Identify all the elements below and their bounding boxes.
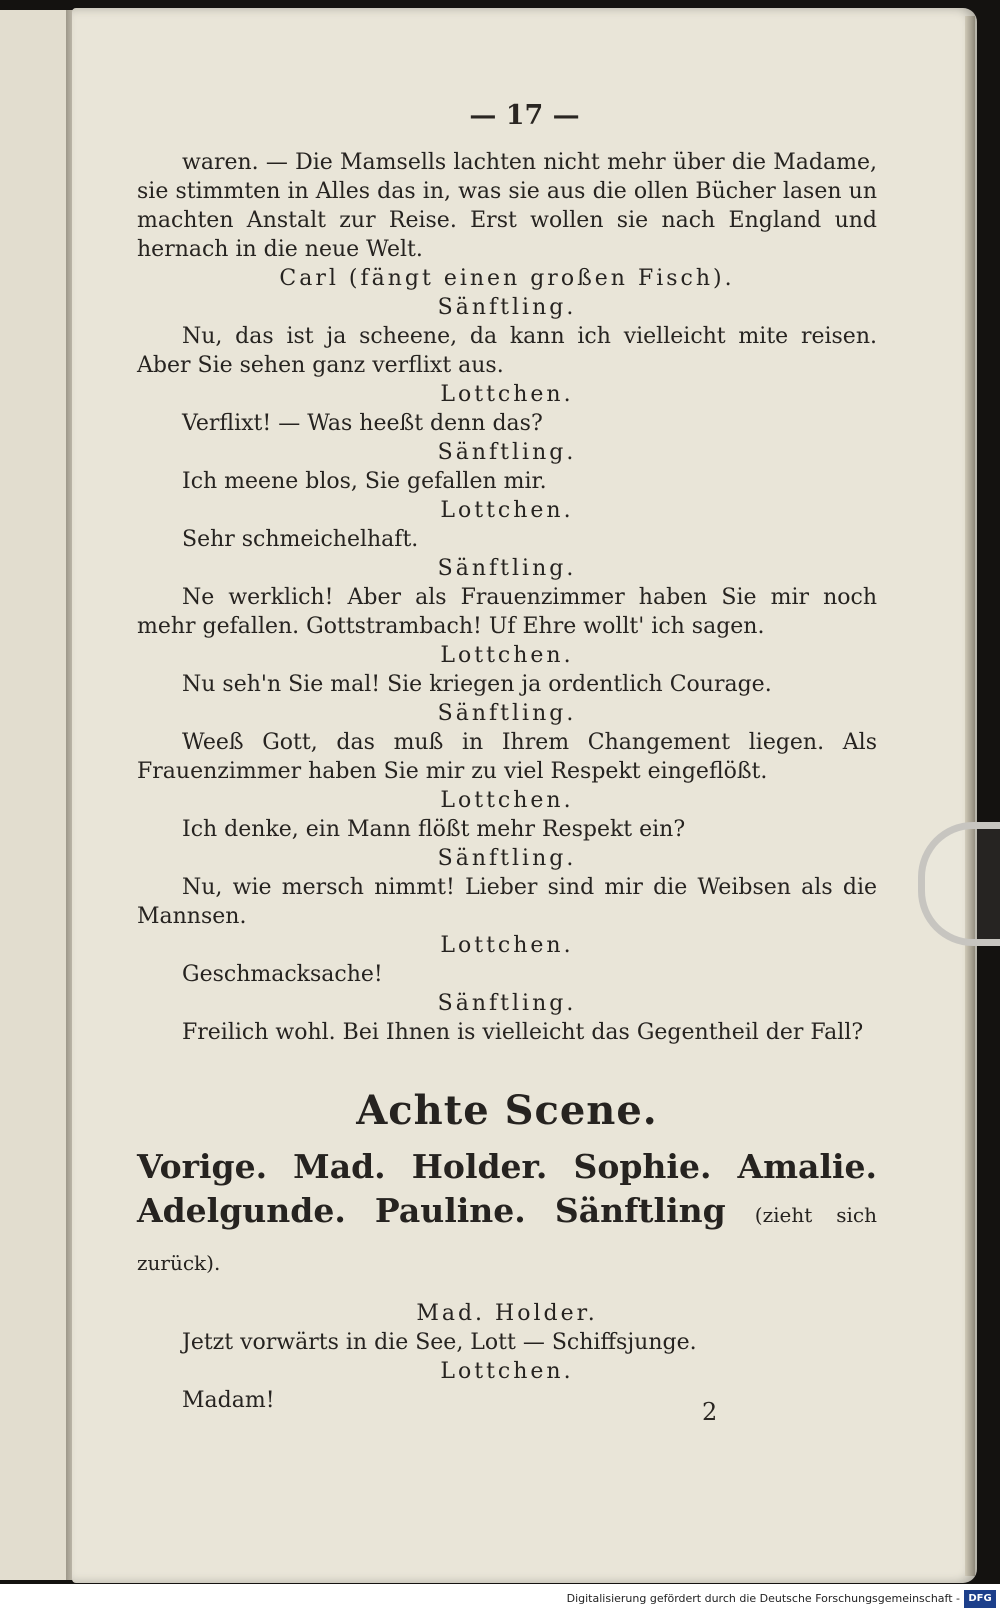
speaker-name: Sänftling. xyxy=(437,991,577,1016)
speaker-name: Sänftling. xyxy=(437,295,577,320)
left-page-edge xyxy=(0,10,68,1580)
dialogue-line: Nu seh'n Sie mal! Sie kriegen ja ordentlich Courage. xyxy=(182,672,772,697)
speaker-name: Lottchen. xyxy=(440,498,574,523)
dialogue-line: Verflixt! — Was heeßt denn das? xyxy=(182,411,543,436)
page-text xyxy=(137,148,877,1415)
speaker-name: Lottchen. xyxy=(440,382,574,407)
dialogue-line: waren. — Die Mamsells lachten nicht mehr über die Madame, sie stimmten in Alles das in, was sie aus die ollen Bücher lasen un machten Anstalt zur Reise. Erst wollen sie nach England und hernach in die neue Welt. xyxy=(137,150,877,262)
page-number: — 17 — xyxy=(469,100,580,131)
dialogue-line: Weeß Gott, das muß in Ihrem Changement liegen. Als Frauenzimmer haben Sie mir zu viel Respekt eingeflößt. xyxy=(137,730,877,784)
speaker-name: Lottchen. xyxy=(440,788,574,813)
dialogue-line: Freilich wohl. Bei Ihnen is vielleicht das Gegentheil der Fall? xyxy=(182,1020,864,1045)
dialogue-line: Madam! xyxy=(182,1388,275,1413)
stage-direction: Carl (fängt einen großen Fisch). xyxy=(279,266,735,291)
speaker-name: Mad. Holder. xyxy=(416,1301,598,1326)
dialogue-line: Geschmacksache! xyxy=(182,962,383,987)
speaker-name: Lottchen. xyxy=(440,1359,574,1384)
footer-text: Digitalisierung gefördert durch die Deutsche Forschungsgemeinschaft - xyxy=(566,1592,960,1605)
dialogue-line: Ich meene blos, Sie gefallen mir. xyxy=(182,469,547,494)
dialogue-line: Sehr schmeichelhaft. xyxy=(182,527,419,552)
dialogue-line: Jetzt vorwärts in die See, Lott — Schiffsjunge. xyxy=(182,1330,697,1355)
footer-bar xyxy=(0,1584,1000,1617)
speaker-name: Lottchen. xyxy=(440,933,574,958)
book-page xyxy=(72,8,977,1583)
cast-names: Vorige. Mad. Holder. Sophie. Amalie. Adelgunde. Pauline. Sänftling xyxy=(137,1147,877,1230)
speaker-name: Sänftling. xyxy=(437,440,577,465)
dialogue-line: Nu, wie mersch nimmt! Lieber sind mir die Weibsen als die Mannsen. xyxy=(137,875,877,929)
dialogue-block-1 xyxy=(137,148,877,1047)
dialogue-block-2 xyxy=(137,1299,877,1415)
dfg-logo: DFG xyxy=(964,1590,996,1608)
dialogue-line: Ich denke, ein Mann flößt mehr Respekt ein? xyxy=(182,817,686,842)
speaker-name: Sänftling. xyxy=(437,701,577,726)
speaker-name: Sänftling. xyxy=(437,846,577,871)
cast-aside: (zieht sich zurück). xyxy=(137,1203,877,1275)
speaker-name: Sänftling. xyxy=(437,556,577,581)
dialogue-line: Nu, das ist ja scheene, da kann ich vielleicht mite reisen. Aber Sie sehen ganz verflixt aus. xyxy=(137,324,877,378)
dialogue-line: Ne werklich! Aber als Frauenzimmer haben Sie mir noch mehr gefallen. Gottstrambach! Uf Ehre wollt' ich sagen. xyxy=(137,585,877,639)
cast-list xyxy=(137,1145,877,1285)
scene-title: Achte Scene. xyxy=(356,1087,658,1134)
speaker-name: Lottchen. xyxy=(440,643,574,668)
page-edge xyxy=(965,16,975,1576)
signature-mark: 2 xyxy=(702,1398,718,1426)
